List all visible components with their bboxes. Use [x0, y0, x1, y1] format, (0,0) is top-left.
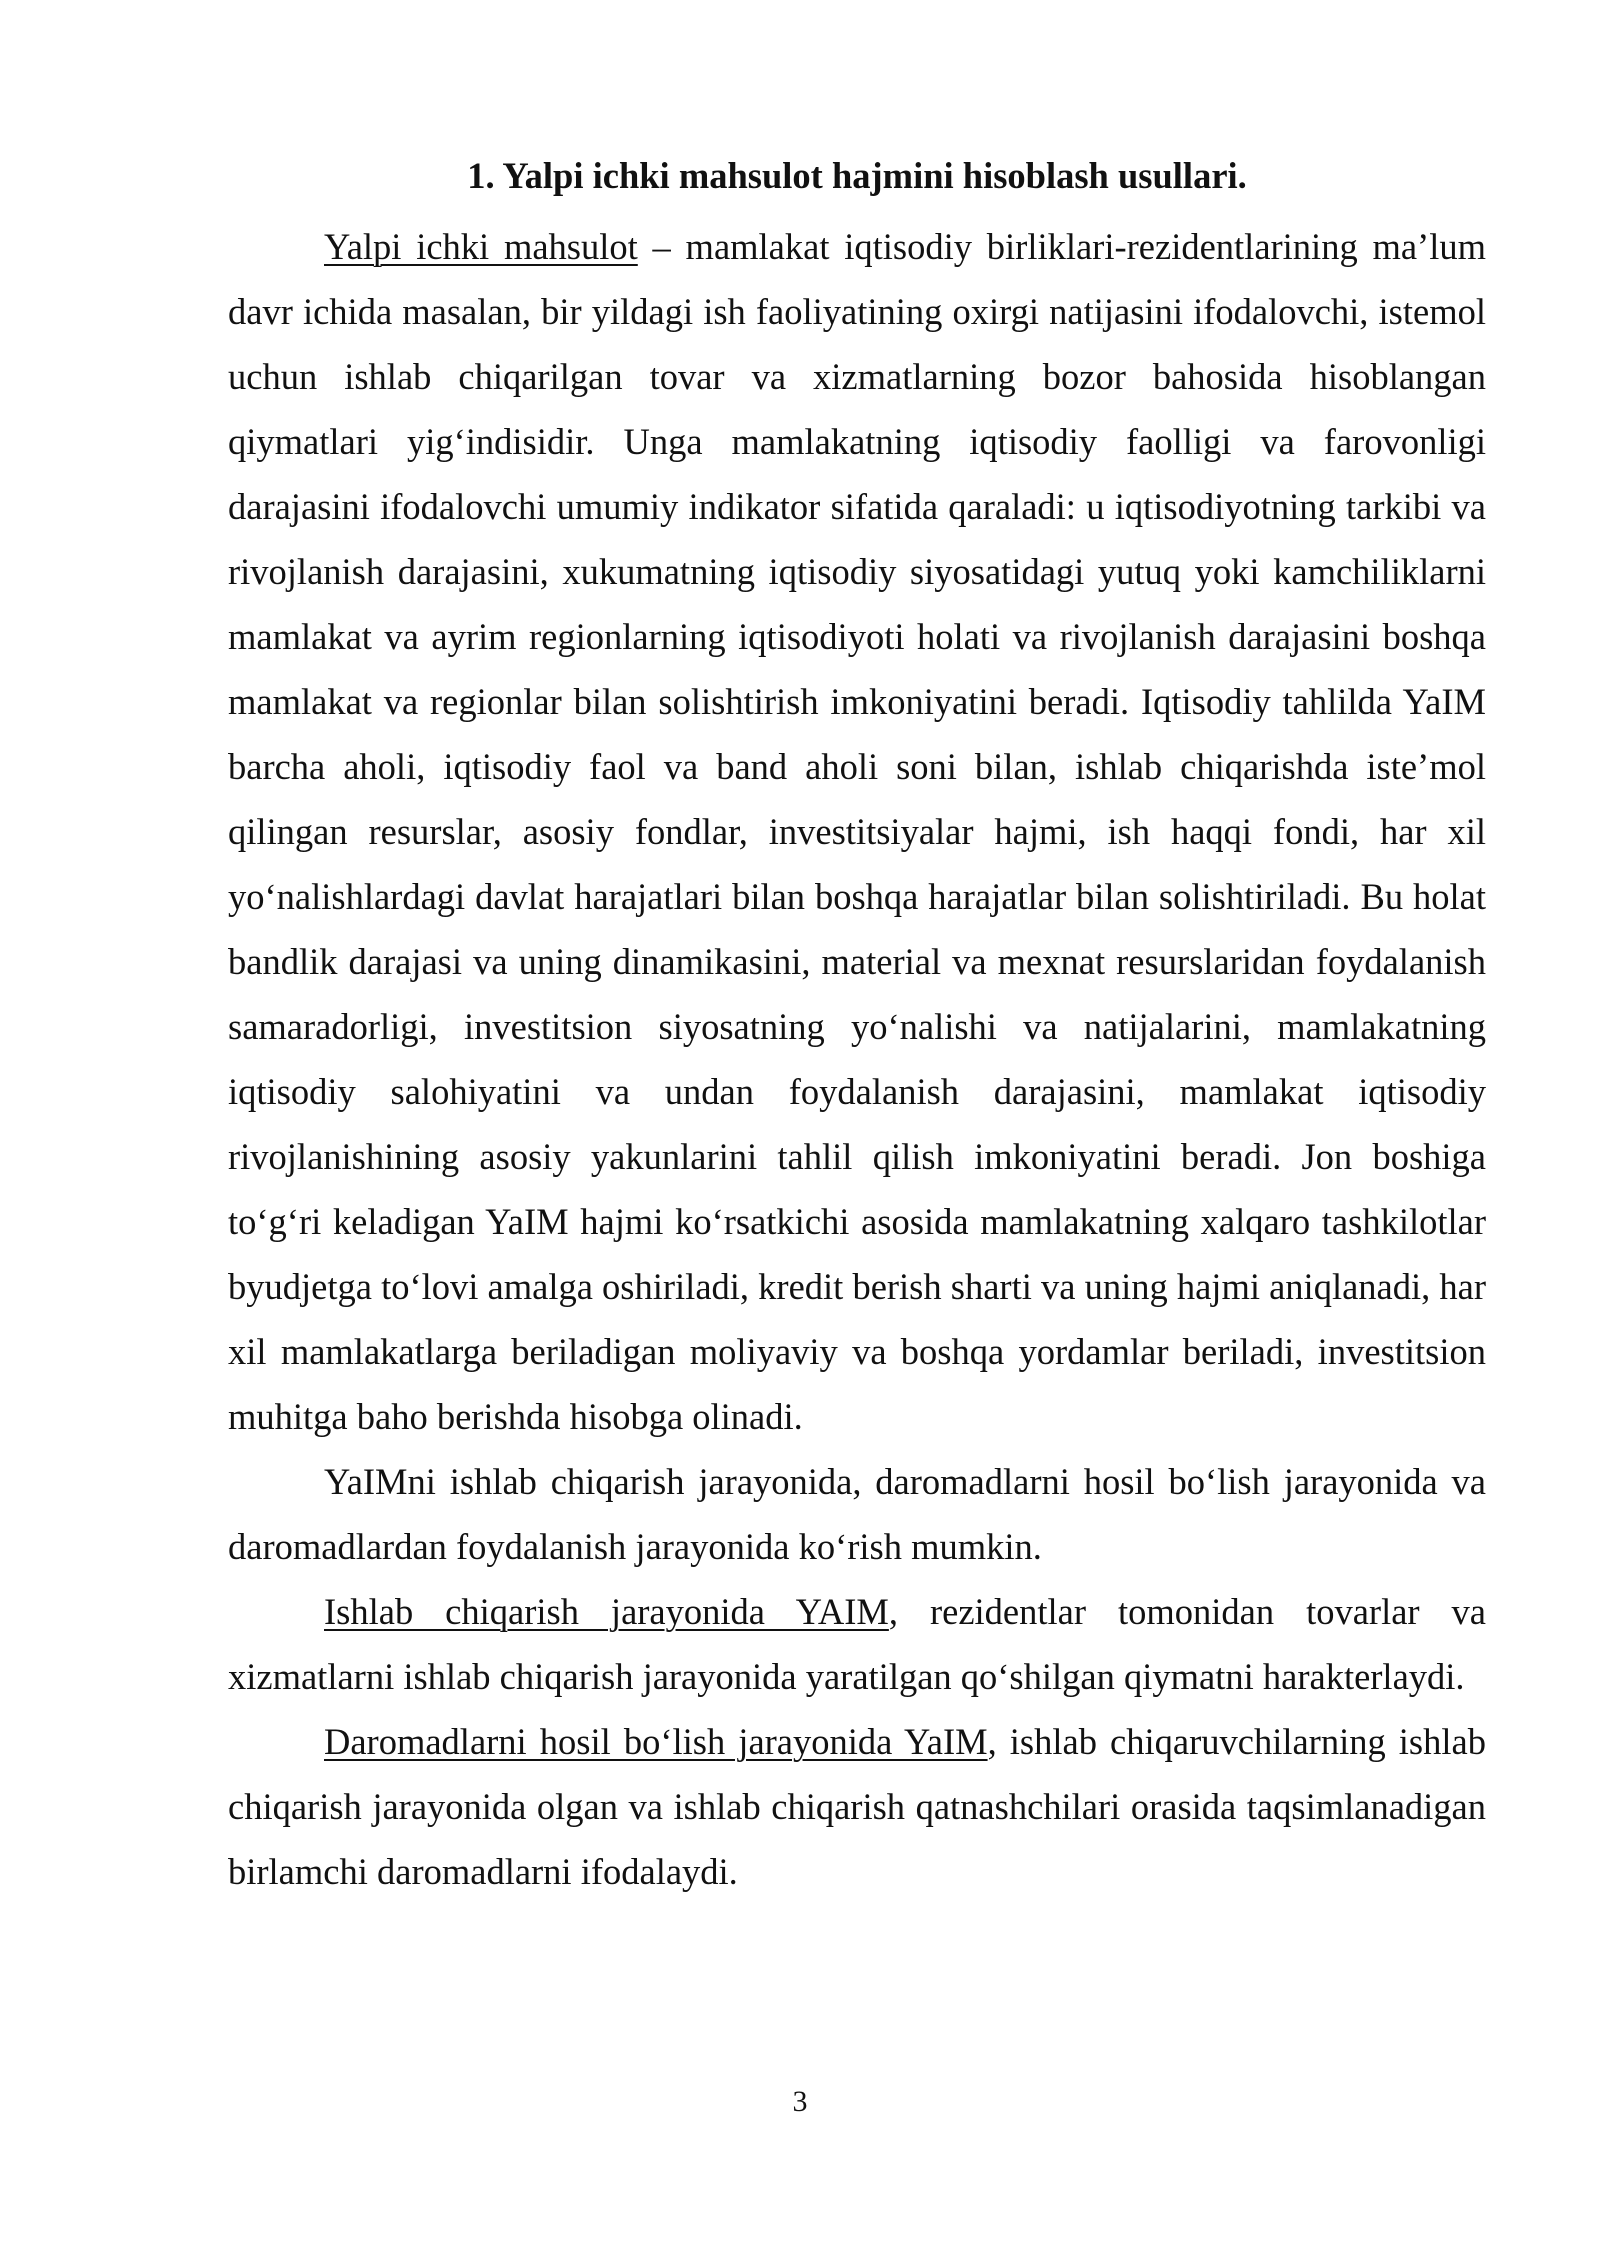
- paragraph-income-approach: [228, 1709, 1486, 1904]
- paragraph-text: YaIMni ishlab chiqarish jarayonida, daromadlarni hosil bo‘lish jarayonida va daromadlardan foydalanish jarayonida ko‘rish mumkin.: [228, 1461, 1486, 1567]
- term-production-gdp: Ishlab chiqarish jarayonida YAIM: [324, 1591, 889, 1632]
- term-gdp: Yalpi ichki mahsulot: [324, 226, 638, 267]
- page-content: [228, 150, 1486, 1904]
- paragraph-gdp-approaches: [228, 1449, 1486, 1579]
- term-income-gdp: Daromadlarni hosil bo‘lish jarayonida YaIM: [324, 1721, 988, 1762]
- paragraph-text: , ishlab chiqaruvchilarning ishlab chiqarish jarayonida olgan va ishlab chiqarish qatnashchilari orasida taqsimlanadigan birlamchi daromadlarni ifodalaydi.: [228, 1721, 1486, 1892]
- paragraph-text: – mamlakat iqtisodiy birliklari-rezidentlarining ma’lum davr ichida masalan, bir yildagi ish faoliyatining oxirgi natijasini ifodalovchi, istemol uchun ishlab chiqarilgan tovar va xizmatlarning bozor bahosida hisoblangan qiymatlari yig‘indisidir. Unga mamlakatning iqtisodiy faolligi va farovonligi darajasini ifodalovchi umumiy indikator sifatida qaraladi: u iqtisodiyotning tarkibi va rivojlanish darajasini, xukumatning iqtisodiy siyosatidagi yutuq yoki kamchiliklarni mamlakat va ayrim regionlarning iqtisodiyoti holati va rivojlanish darajasini boshqa mamlakat va regionlar bilan solishtirish imkoniyatini beradi. Iqtisodiy tahlilda YaIM barcha aholi, iqtisodiy faol va band aholi soni bilan, ishlab chiqarishda iste’mol qilingan resurslar, asosiy fondlar, investitsiyalar hajmi, ish haqqi fondi, har xil yo‘nalishlardagi davlat harajatlari bilan boshqa harajatlar bilan solishtiriladi. Bu holat bandlik darajasi va uning dinamikasini, material va mexnat resurslaridan foydalanish samaradorligi, investitsion siyosatning yo‘nalishi va natijalarini, mamlakatning iqtisodiy salohiyatini va undan foydalanish darajasini, mamlakat iqtisodiy rivojlanishining asosiy yakunlarini tahlil qilish imkoniyatini beradi. Jon boshiga to‘g‘ri keladigan YaIM hajmi ko‘rsatkichi asosida mamlakatning xalqaro tashkilotlar byudjetga to‘lovi amalga oshiriladi, kredit berish sharti va uning hajmi aniqlanadi, har xil mamlakatlarga beriladigan moliyaviy va boshqa yordamlar beriladi, investitsion muhitga baho berishda hisobga olinadi.: [228, 226, 1486, 1437]
- paragraph-text: , rezidentlar tomonidan tovarlar va xizmatlarni ishlab chiqarish jarayonida yaratilgan qo‘shilgan qiymatni harakterlaydi.: [228, 1591, 1486, 1697]
- page-number: 3: [792, 2085, 808, 2118]
- paragraph-gdp-definition: [228, 214, 1486, 1449]
- section-heading: 1. Yalpi ichki mahsulot hajmini hisoblash usullari.: [467, 155, 1247, 196]
- paragraph-production-approach: [228, 1579, 1486, 1709]
